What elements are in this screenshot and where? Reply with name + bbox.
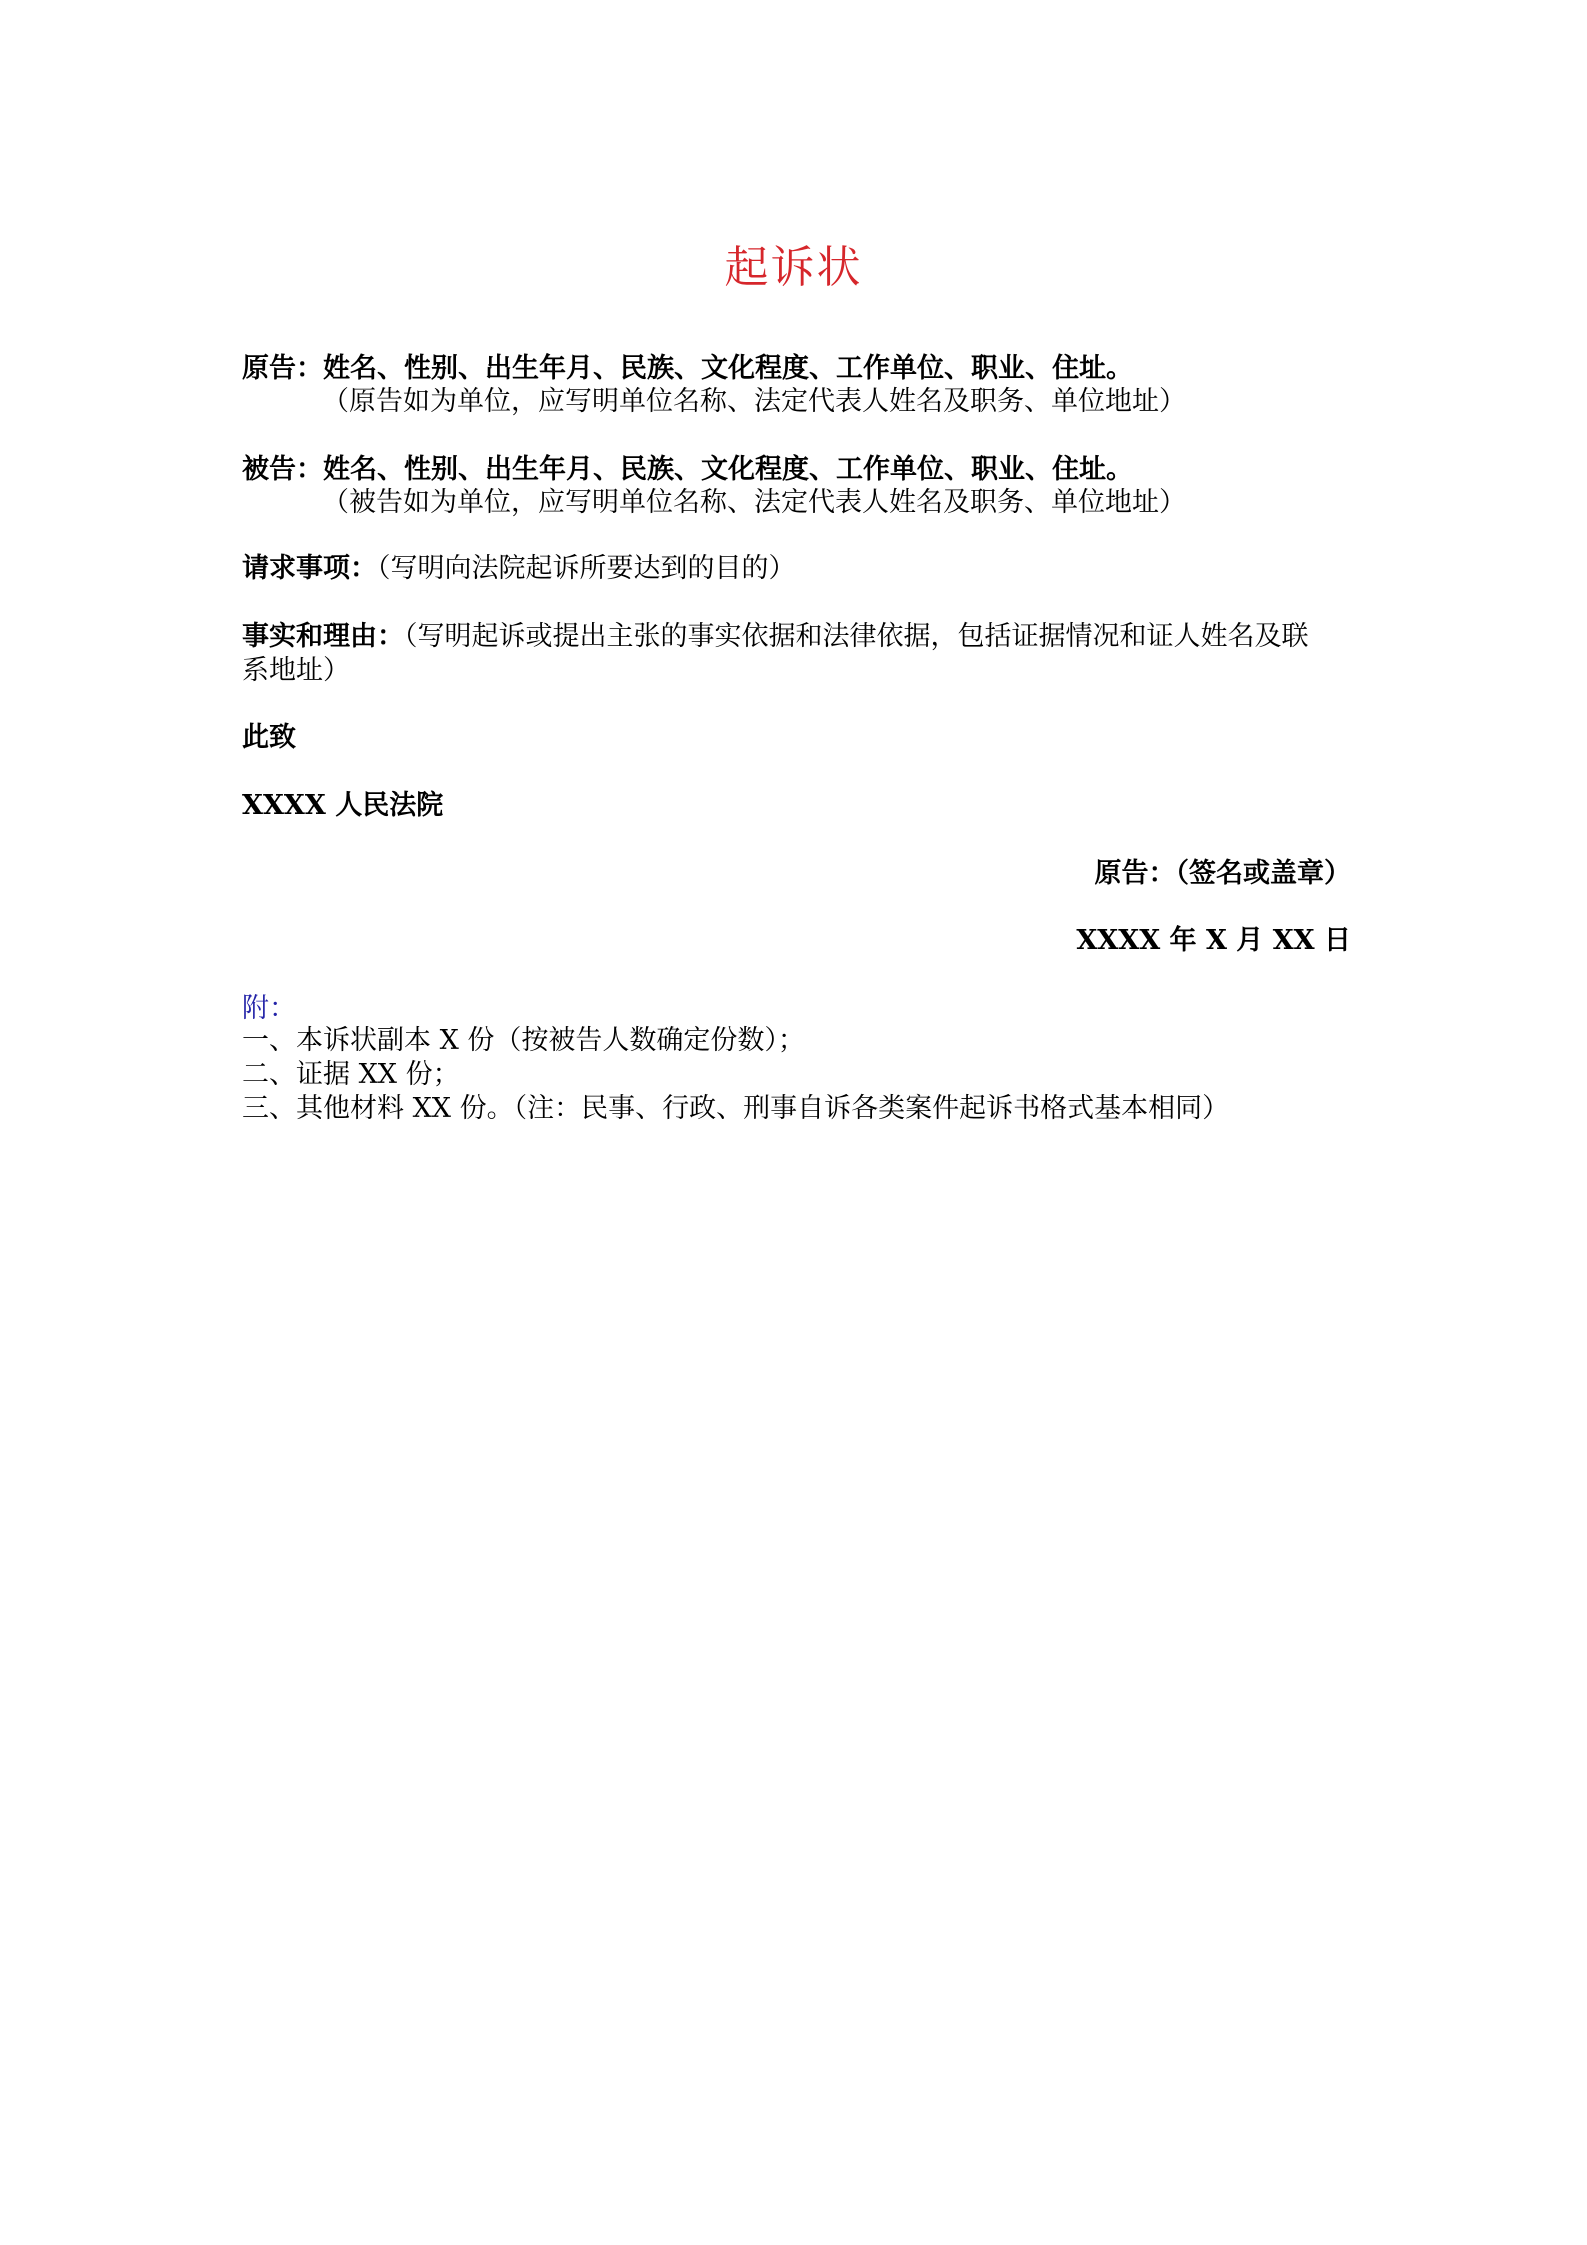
- attachments-label: 附：: [242, 993, 296, 1024]
- plaintiff-label: 原告：: [242, 353, 323, 384]
- document-title: 起诉状: [724, 242, 863, 293]
- salutation: 此致: [242, 722, 296, 753]
- attachment-item: 三、其他材料 XX 份。（注：民事、行政、刑事自诉各类案件起诉书格式基本相同）: [242, 1093, 1230, 1124]
- claims-label: 请求事项：: [242, 553, 377, 584]
- plaintiff-details: 姓名、性别、出生年月、民族、文化程度、工作单位、职业、住址。: [323, 353, 1133, 384]
- attachment-item: 一、本诉状副本 X 份（按被告人数确定份数）；: [242, 1025, 805, 1056]
- date-line: XXXX 年 X 月 XX 日: [1076, 925, 1351, 956]
- facts-text-line1: （写明起诉或提出主张的事实依据和法律依据，包括证据情况和证人姓名及联: [404, 621, 1309, 652]
- defendant-label: 被告：: [242, 454, 323, 485]
- facts-text-line2: 系地址）: [242, 655, 350, 686]
- claims-text: （写明向法院起诉所要达到的目的）: [377, 553, 796, 584]
- defendant-details: 姓名、性别、出生年月、民族、文化程度、工作单位、职业、住址。: [323, 454, 1133, 485]
- attachment-item: 二、证据 XX 份；: [242, 1059, 460, 1090]
- facts-label: 事实和理由：: [242, 621, 404, 652]
- defendant-note: （被告如为单位，应写明单位名称、法定代表人姓名及职务、单位地址）: [322, 487, 1186, 518]
- court-name: XXXX 人民法院: [242, 790, 444, 821]
- plaintiff-note: （原告如为单位，应写明单位名称、法定代表人姓名及职务、单位地址）: [322, 386, 1186, 417]
- claims-line: [242, 546, 1352, 592]
- signature-line: 原告：（签名或盖章）: [1094, 858, 1351, 889]
